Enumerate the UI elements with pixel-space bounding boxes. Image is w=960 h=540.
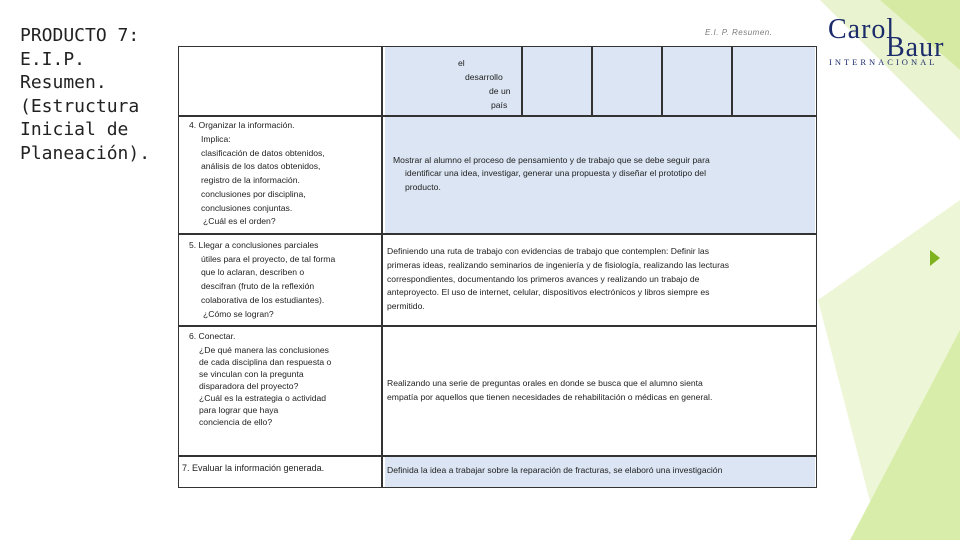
top-cell-5: [733, 47, 815, 115]
grid-line: [179, 325, 816, 327]
top-cell-2: [523, 47, 591, 115]
title-line: PRODUCTO 7:: [20, 25, 140, 46]
row-6-right: [385, 327, 815, 455]
row-5-right: [385, 235, 815, 325]
grid-line: [179, 115, 816, 117]
row-line: 4. Organizar la información.: [189, 120, 295, 130]
row-line: ¿Cómo se logran?: [203, 309, 274, 319]
row-line: conclusiones conjuntas.: [201, 203, 293, 213]
row-line: empatía por aquellos que tienen necesidades de rehabilitación o médicas en general.: [387, 392, 713, 402]
top-cell-3: [593, 47, 661, 115]
row-line: 5. Llegar a conclusiones parciales: [189, 240, 319, 250]
grid-line: [591, 47, 593, 115]
row-line: ¿Cuál es la estrategia o actividad: [199, 393, 327, 403]
row-7-left: [179, 457, 381, 487]
carol-baur-logo: [826, 14, 950, 67]
top-cell-main: [385, 47, 521, 115]
row-line: 6. Conectar.: [189, 331, 236, 341]
top-left-blank: [179, 47, 381, 115]
top-line: de un: [489, 86, 511, 96]
top-cell-4: [663, 47, 731, 115]
row-line: colaborativa de los estudiantes).: [201, 295, 325, 305]
row-line: disparadora del proyecto?: [199, 381, 299, 391]
top-line: el: [458, 58, 465, 68]
slide-title: [20, 24, 170, 165]
row-5-left: [179, 235, 381, 325]
row-line: conclusiones por disciplina,: [201, 189, 306, 199]
row-line: Implica:: [201, 134, 231, 144]
top-line: desarrollo: [465, 72, 503, 82]
row-line: correspondientes, documentando los primeros avances y realizando un trabajo de: [387, 274, 700, 284]
row-line: 7. Evaluar la información generada.: [182, 463, 325, 473]
header-label: E.I. P. Resumen.: [705, 28, 773, 37]
row-line: se vinculan con la pregunta: [199, 369, 304, 379]
row-line: para lograr que haya: [199, 405, 279, 415]
row-line: Definiendo una ruta de trabajo con evidencias de trabajo que contemplen: Definir las: [387, 246, 709, 256]
row-line: primeras ideas, realizando seminarios de ingeniería y de fisiología, realizando las lecturas: [387, 260, 730, 270]
logo-baur: Baur: [886, 32, 945, 63]
grid-line: [521, 47, 523, 115]
row-line: ¿Cuál es el orden?: [203, 216, 276, 226]
title-line: Resumen.: [20, 72, 107, 93]
row-line: clasificación de datos obtenidos,: [201, 148, 325, 158]
row-7-right: [385, 457, 815, 487]
row-line: producto.: [405, 182, 441, 192]
row-line: útiles para el proyecto, de tal forma: [201, 254, 336, 264]
row-line: conciencia de ello?: [199, 417, 273, 427]
row-line: que lo aclaran, describen o: [201, 267, 305, 277]
row-line: Realizando una serie de preguntas orales en donde se busca que el alumno sienta: [387, 378, 703, 388]
title-line: E.I.P.: [20, 48, 86, 70]
grid-line: [179, 233, 816, 235]
row-line: identificar una idea, investigar, generar una propuesta y diseñar el prototipo del: [405, 168, 706, 178]
row-6-left: [179, 327, 381, 455]
grid-line: [661, 47, 663, 115]
logo-carol: Carol: [828, 14, 896, 45]
title-line: Inicial de: [20, 119, 129, 140]
row-line: descifran (fruto de la reflexión: [201, 281, 315, 291]
row-4-right: [385, 117, 815, 233]
row-4-left: [179, 117, 381, 233]
grid-line: [381, 47, 383, 487]
title-line: (Estructura: [20, 95, 140, 117]
row-line: permitido.: [387, 301, 425, 311]
row-line: Definida la idea a trabajar sobre la reparación de fracturas, se elaboró una investigación: [387, 465, 723, 475]
row-line: análisis de los datos obtenidos,: [201, 161, 321, 171]
logo-intl: INTERNACIONAL: [829, 57, 938, 67]
row-line: ¿De qué manera las conclusiones: [199, 345, 329, 355]
row-line: registro de la información.: [201, 175, 300, 185]
row-line: anteproyecto. El uso de internet, celular, dispositivos electrónicos y libros siempre es: [387, 287, 710, 297]
row-line: de cada disciplina dan respuesta o: [199, 357, 332, 367]
plan-table: [178, 46, 817, 488]
grid-line: [179, 455, 816, 457]
title-line: Planeación).: [20, 142, 151, 164]
top-line: país: [491, 100, 508, 110]
grid-line: [731, 47, 733, 115]
row-line: Mostrar al alumno el proceso de pensamiento y de trabajo que se debe seguir para: [393, 155, 710, 165]
